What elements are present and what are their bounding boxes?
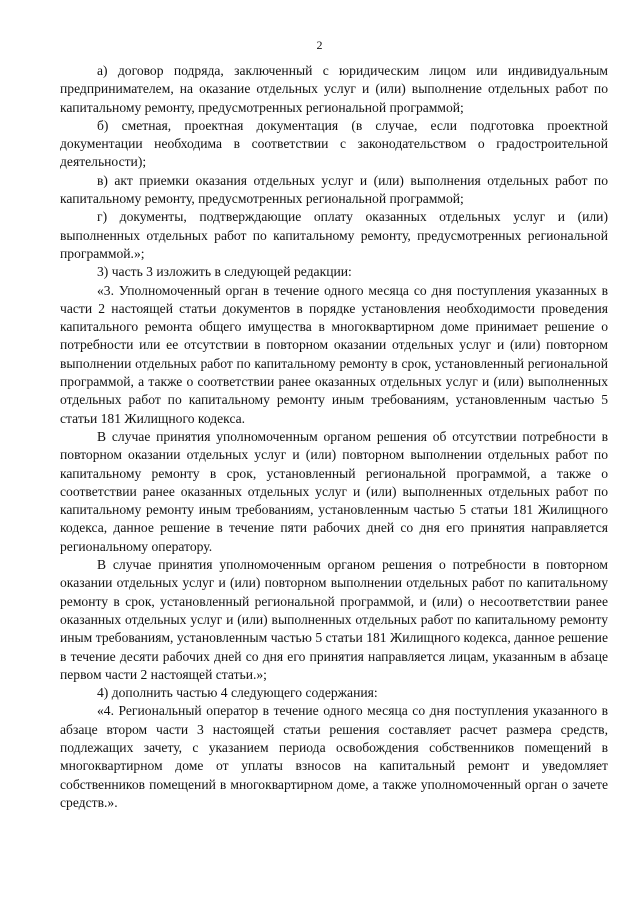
- paragraph-item-b: б) сметная, проектная документация (в случае, если подготовка проектной документации необходима в соответствии с законодательством о градостроительной деятельности);: [60, 117, 608, 170]
- document-body: [60, 62, 608, 812]
- page-number: 2: [316, 38, 323, 52]
- paragraph-no-need-decision: В случае принятия уполномоченным органом решения об отсутствии потребности в повторном оказании отдельных услуг и (или) повторном выполнении отдельных работ по капитальному ремонту в срок, установленный региональной программой, а также о соответствии ранее оказанных отдельных услуг и (или) выполненных отдельных работ по капитальному ремонту иным требованиям, установленным частью 5 статьи 181 Жилищного кодекса, данное решение в течение пяти рабочих дней со дня его принятия направляется региональному оператору.: [60, 428, 608, 554]
- paragraph-item-v: в) акт приемки оказания отдельных услуг и (или) выполнения отдельных работ по капитальному ремонту, предусмотренных региональной программой;: [60, 172, 608, 207]
- paragraph-item-g: г) документы, подтверждающие оплату оказанных отдельных услуг и (или) выполненных отдельных работ по капитальному ремонту, предусмотренных региональной программой.»;: [60, 209, 608, 261]
- paragraph-add-part-4: 4) дополнить частью 4 следующего содержания:: [97, 685, 378, 701]
- paragraph-need-decision: В случае принятия уполномоченным органом решения о потребности в повторном оказании отдельных услуг и (или) повторном выполнении отдельных работ по капитальному ремонту в срок, установленный региональной программой, и (или) о несоответствии ранее оказанных отдельных услуг и (или) выполненных отдельных работ по капитальному ремонту иным требованиям, установленным частью 5 статьи 181 Жилищного кодекса, данное решение в течение десяти рабочих дней со дня его принятия направляется лицам, указанным в абзаце первом части 2 настоящей статьи.»;: [60, 557, 608, 682]
- paragraph-amend-part-3: 3) часть 3 изложить в следующей редакции:: [97, 264, 352, 280]
- paragraph-part-3-text: «3. Уполномоченный орган в течение одного месяца со дня поступления указанных в части 2 настоящей статьи документов в порядке установления необходимости проведения капитального ремонта общего имущества в многоквартирном доме принимает решение о потребности или ее отсутствии в повторном оказании отдельных услуг и (или) повторном выполнении отдельных работ по капитальному ремонту в срок, установленный региональной программой, а также о соответствии ранее оказанных отдельных услуг и (или) выполненных отдельных работ по капитальному ремонту иным требованиям, установленным частью 5 статьи 181 Жилищного кодекса.: [60, 282, 608, 426]
- paragraph-part-4-text: «4. Региональный оператор в течение одного месяца со дня поступления указанного в абзаце втором части 3 настоящей статьи решения составляет расчет размера средств, подлежащих зачету, с указанием периода освобождения собственников помещений в многоквартирном доме от уплаты взносов на капитальный ремонт и уведомляет собственников помещений в многоквартирном доме, а также уполномоченный орган о зачете средств.».: [60, 703, 608, 810]
- paragraph-item-a: а) договор подряда, заключенный с юридическим лицом или индивидуальным предпринимателем, на оказание отдельных услуг и (или) выполнение отдельных работ по капитальному ремонту, предусмотренных региональной программой;: [60, 63, 608, 115]
